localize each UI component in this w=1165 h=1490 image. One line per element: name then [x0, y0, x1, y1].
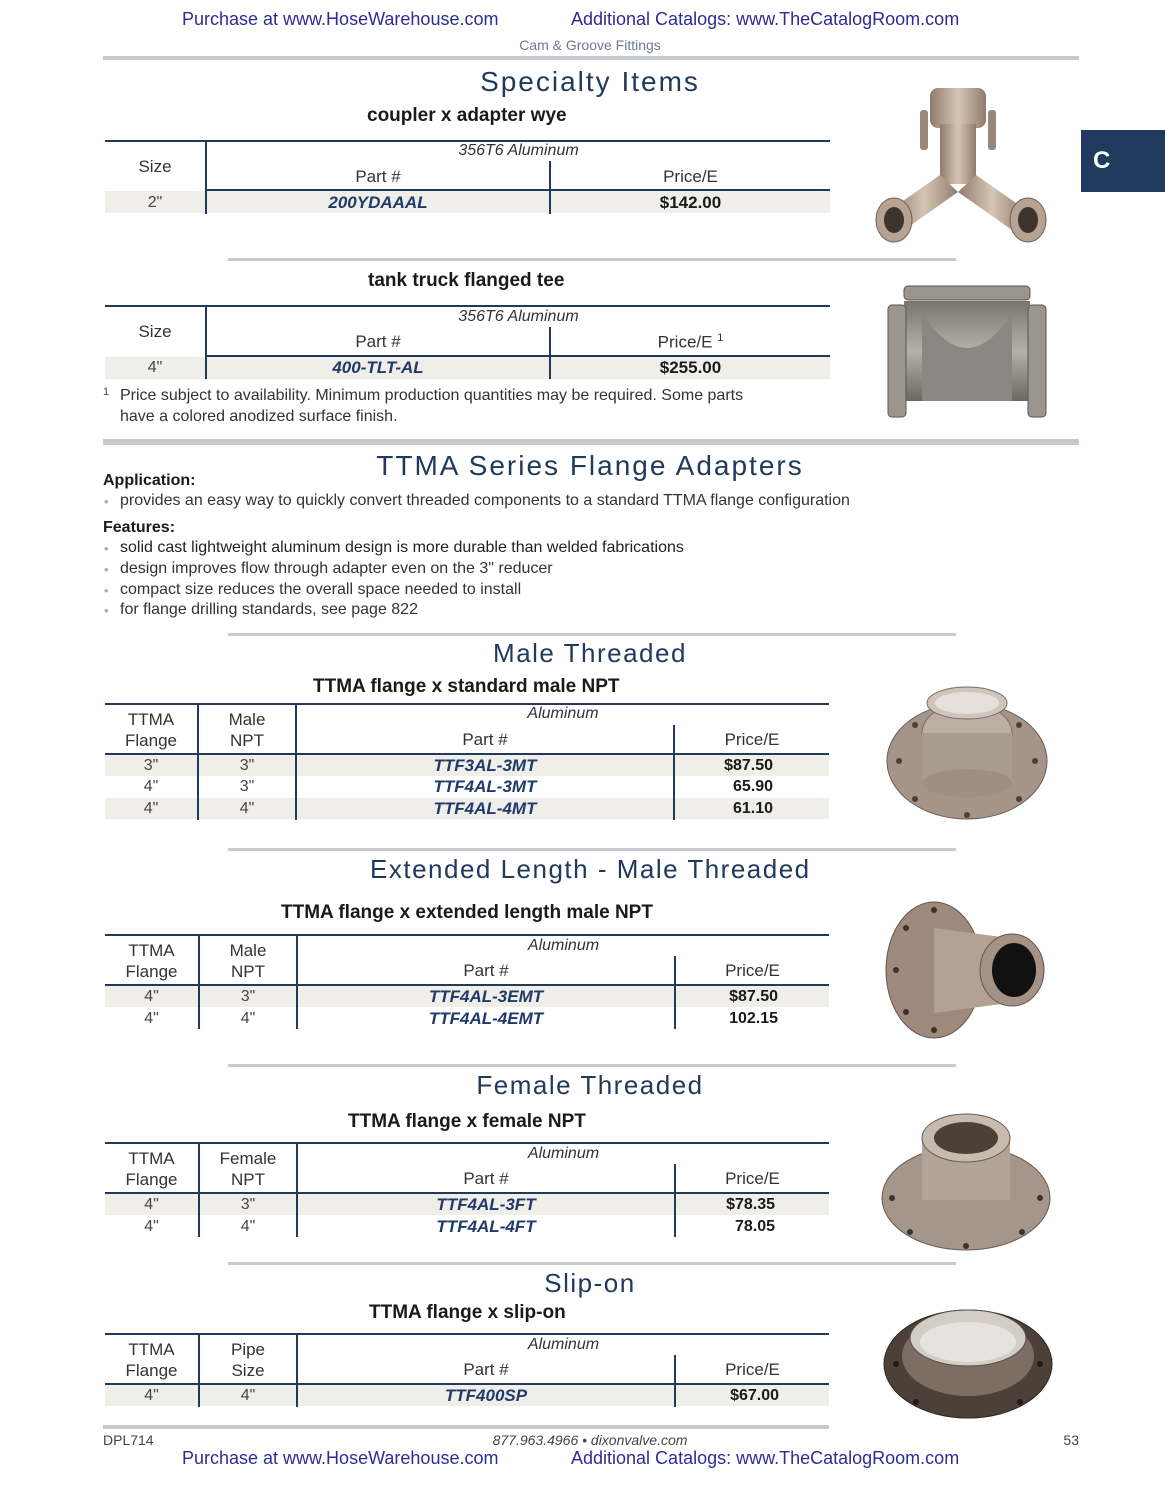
female-section-title: Female Threaded	[476, 1070, 704, 1100]
material-label: 356T6 Aluminum	[458, 142, 579, 159]
header-flange-1: TTMA	[128, 1149, 175, 1168]
table-cell-npt: 3"	[240, 988, 256, 1005]
header-flange-2: Flange	[125, 962, 178, 981]
header-npt-2: NPT	[230, 731, 264, 750]
header-npt-1: Male	[228, 710, 266, 729]
price: 78.05	[734, 1218, 775, 1235]
section-divider	[103, 439, 1079, 445]
slip-on-flange-image	[882, 1298, 1057, 1423]
footer-divider	[103, 1425, 829, 1429]
table-cell-size: 4"	[240, 1387, 256, 1404]
page-number: 53	[1063, 1432, 1079, 1448]
footnote-line-1: Price subject to availability. Minimum production quantities may be required. Some parts	[120, 387, 744, 404]
feature-item: solid cast lightweight aluminum design is more durable than welded fabrications	[120, 539, 684, 556]
bullet: •	[104, 603, 109, 618]
header-flange-2: Flange	[125, 1170, 178, 1189]
wye-fitting-image	[870, 80, 1060, 245]
header-divider	[103, 56, 1079, 60]
header-price: Price/E	[725, 1169, 780, 1188]
price: $87.50	[729, 988, 778, 1005]
female-threaded-adapter-image	[880, 1110, 1055, 1252]
table-cell-npt: 4"	[240, 1010, 256, 1027]
header-pipe-1: Pipe	[230, 1340, 266, 1359]
table-cell-flange: 4"	[144, 1010, 159, 1027]
table-cell-npt: 4"	[239, 800, 255, 817]
table-cell-flange: 3"	[143, 757, 159, 774]
table-cell-npt: 4"	[240, 1218, 256, 1235]
bullet: •	[104, 583, 109, 598]
flanged-tee-image	[882, 283, 1052, 423]
male-title: TTMA flange x standard male NPT	[313, 676, 620, 697]
header-npt-2: NPT	[231, 1170, 265, 1189]
header-npt-2: NPT	[231, 962, 265, 981]
male-section-title: Male Threaded	[493, 638, 687, 668]
header-size: Size	[138, 157, 172, 176]
extended-male-adapter-image	[884, 898, 1054, 1043]
header-part: Part #	[462, 730, 508, 749]
header-npt-1: Male	[229, 941, 267, 960]
header-part: Part #	[355, 332, 401, 351]
price: 102.15	[729, 1010, 778, 1027]
catalog-code: DPL714	[103, 1432, 154, 1448]
feature-item: design improves flow through adapter even on the 3" reducer	[120, 560, 553, 577]
part-number[interactable]: TTF4AL-3MT	[433, 777, 537, 796]
table-cell-npt: 3"	[239, 757, 255, 774]
header-price: Price/E	[724, 730, 780, 749]
section-divider	[228, 633, 956, 636]
header-pipe-2: Size	[231, 1361, 265, 1380]
footnote-mark: 1	[103, 386, 110, 398]
table-cell-npt: 3"	[239, 778, 255, 795]
catalog-link-bottom[interactable]: Additional Catalogs: www.TheCatalogRoom.com	[571, 1448, 960, 1468]
header-price: Price/E	[725, 1360, 780, 1379]
header-flange-2: Flange	[125, 731, 177, 750]
table-cell-flange: 4"	[143, 800, 159, 817]
table-cell-flange: 4"	[144, 1387, 159, 1404]
price: 65.90	[732, 778, 773, 795]
male-threaded-adapter-image	[885, 683, 1050, 823]
wye-title: coupler x adapter wye	[367, 105, 567, 126]
header-npt-1: Female	[219, 1149, 277, 1168]
table-cell-size: 2"	[147, 194, 163, 211]
application-label: Application:	[103, 472, 196, 489]
header-price: Price/E $^1$	[657, 332, 724, 352]
header-price: Price/E	[663, 167, 718, 186]
part-number[interactable]: 200YDAAAL	[328, 193, 428, 212]
section-divider	[228, 848, 956, 851]
category-label: Cam & Groove Fittings	[519, 37, 661, 53]
material-label: Aluminum	[527, 937, 600, 954]
feature-item: compact size reduces the overall space needed to install	[120, 581, 522, 598]
slipon-title: TTMA flange x slip-on	[369, 1302, 566, 1323]
material-label: Aluminum	[527, 1145, 600, 1162]
price: $87.50	[724, 757, 773, 774]
female-title: TTMA flange x female NPT	[348, 1111, 586, 1132]
purchase-link-top[interactable]: Purchase at www.HoseWarehouse.com	[182, 9, 499, 29]
price: 61.10	[732, 800, 773, 817]
catalog-link-top[interactable]: Additional Catalogs: www.TheCatalogRoom.com	[571, 9, 960, 29]
part-number[interactable]: 400-TLT-AL	[332, 358, 424, 377]
application-item: provides an easy way to quickly convert threaded components to a standard TTMA flange configuration	[120, 492, 850, 509]
price: $67.00	[730, 1387, 779, 1404]
header-part: Part #	[463, 1169, 509, 1188]
feature-item[interactable]: for flange drilling standards, see page 822	[120, 601, 418, 618]
material-label: Aluminum	[527, 1336, 600, 1353]
table-cell-flange: 4"	[144, 988, 159, 1005]
specialty-title: Specialty Items	[480, 66, 700, 97]
features-label: Features:	[103, 519, 176, 536]
ttma-title: TTMA Series Flange Adapters	[376, 450, 804, 481]
price: $78.35	[726, 1196, 775, 1213]
table-cell-size: 4"	[147, 359, 163, 376]
section-tab[interactable]: C	[1081, 130, 1165, 192]
header-price: Price/E	[725, 961, 780, 980]
tee-title: tank truck flanged tee	[368, 270, 565, 291]
purchase-link-bottom[interactable]: Purchase at www.HoseWarehouse.com	[182, 1448, 499, 1468]
part-number[interactable]: TTF4AL-4FT	[436, 1217, 536, 1236]
price: $142.00	[659, 193, 722, 212]
table-cell-flange: 4"	[143, 778, 159, 795]
section-divider	[228, 1262, 956, 1265]
slipon-section-title: Slip-on	[544, 1268, 636, 1298]
part-number[interactable]: TTF3AL-3MT	[433, 756, 537, 775]
footnote-line-2: have a colored anodized surface finish.	[120, 408, 398, 425]
header-part: Part #	[463, 961, 509, 980]
table-cell-flange: 4"	[144, 1196, 159, 1213]
part-number[interactable]: TTF400SP	[444, 1386, 528, 1405]
part-number[interactable]: TTF4AL-4EMT	[428, 1009, 544, 1028]
header-part: Part #	[463, 1360, 509, 1379]
extended-section-title: Extended Length - Male Threaded	[370, 854, 811, 884]
header-flange-1: TTMA	[128, 1340, 175, 1359]
part-number[interactable]: TTF4AL-3FT	[436, 1195, 536, 1214]
material-label: Aluminum	[527, 705, 599, 722]
table-cell-npt: 3"	[240, 1196, 256, 1213]
bullet: •	[104, 562, 109, 577]
contact-info[interactable]: 877.963.4966 • dixonvalve.com	[492, 1432, 688, 1448]
bullet: •	[104, 494, 109, 509]
extended-title: TTMA flange x extended length male NPT	[281, 902, 653, 923]
header-size: Size	[138, 322, 172, 341]
table-cell-flange: 4"	[144, 1218, 159, 1235]
header-part: Part #	[355, 167, 401, 186]
material-label: 356T6 Aluminum	[458, 308, 579, 325]
price: $255.00	[659, 358, 722, 377]
section-divider	[228, 258, 956, 261]
header-flange-2: Flange	[125, 1361, 178, 1380]
header-flange-1: TTMA	[127, 710, 175, 729]
bullet: •	[104, 541, 109, 556]
part-number[interactable]: TTF4AL-3EMT	[428, 987, 544, 1006]
section-divider	[228, 1064, 956, 1067]
part-number[interactable]: TTF4AL-4MT	[433, 799, 537, 818]
header-flange-1: TTMA	[128, 941, 175, 960]
